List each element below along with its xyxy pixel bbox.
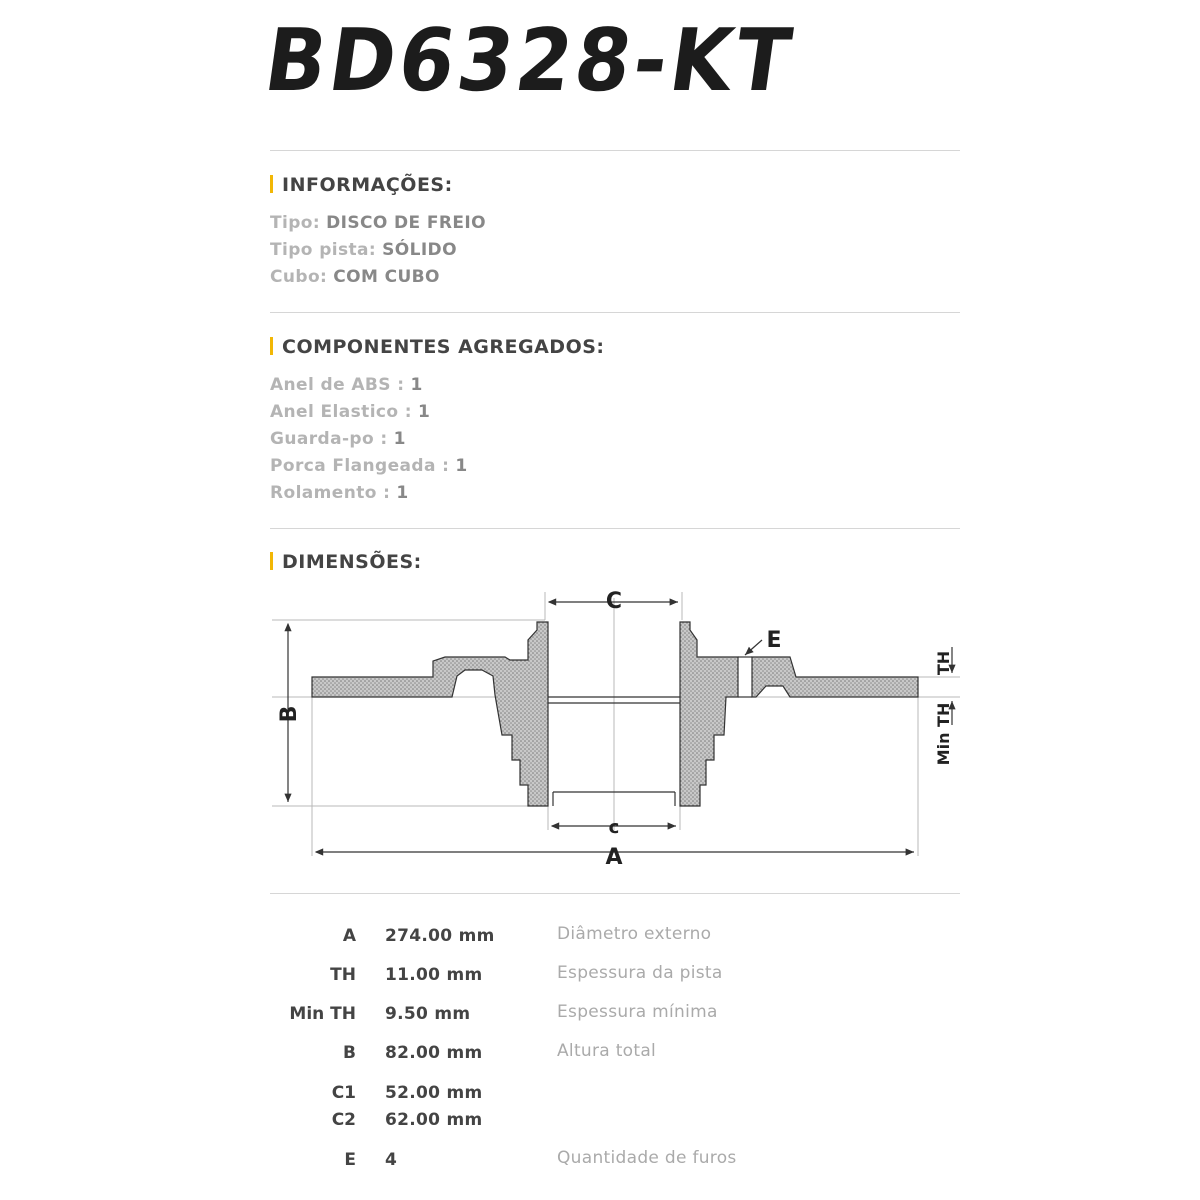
component-value: 1 xyxy=(396,483,409,503)
component-value: 1 xyxy=(418,402,431,422)
spec-value: 11.00 mm xyxy=(385,965,483,985)
info-key: Tipo pista: xyxy=(270,240,377,260)
diagram-label-e: E xyxy=(766,628,782,653)
disc-profile-right-flange xyxy=(752,657,918,697)
spec-label: B xyxy=(343,1043,356,1063)
diagram-label-th: TH xyxy=(934,650,953,676)
spec-description: Diâmetro externo xyxy=(557,924,712,944)
spec-value: 62.00 mm xyxy=(385,1110,483,1130)
info-value: DISCO DE FREIO xyxy=(326,213,486,233)
component-key: Anel Elastico : xyxy=(270,402,412,422)
info-key: Cubo: xyxy=(270,267,328,287)
diagram-label-min-th: Min TH xyxy=(934,702,953,766)
component-value: 1 xyxy=(393,429,406,449)
component-key: Rolamento : xyxy=(270,483,391,503)
spec-label: C1 xyxy=(331,1083,356,1103)
spec-value: 52.00 mm xyxy=(385,1083,483,1103)
spec-description: Espessura mínima xyxy=(557,1002,718,1022)
components-heading-text: COMPONENTES AGREGADOS: xyxy=(282,336,605,358)
disc-profile-left xyxy=(312,622,548,806)
spec-value: 4 xyxy=(385,1150,398,1170)
info-key: Tipo: xyxy=(270,213,321,233)
spec-description: Altura total xyxy=(557,1041,657,1061)
diagram-label-c-bottom: c xyxy=(608,817,620,838)
component-key: Porca Flangeada : xyxy=(270,456,450,476)
disc-profile-right xyxy=(680,622,738,806)
component-key: Guarda-po : xyxy=(270,429,388,449)
diagram-label-a: A xyxy=(605,845,623,870)
component-value: 1 xyxy=(410,375,423,395)
diagram-label-c-top: C xyxy=(605,589,623,614)
dimensions-heading-text: DIMENSÕES: xyxy=(282,551,422,573)
info-heading-text: INFORMAÇÕES: xyxy=(282,174,453,196)
info-value: COM CUBO xyxy=(333,267,440,287)
component-key: Anel de ABS : xyxy=(270,375,405,395)
diagram-label-b: B xyxy=(277,705,302,723)
spec-value: 9.50 mm xyxy=(385,1004,471,1024)
divider xyxy=(270,893,960,894)
spec-label: A xyxy=(342,926,356,946)
spec-label: C2 xyxy=(331,1110,356,1130)
info-value: SÓLIDO xyxy=(382,240,457,260)
spec-label: TH xyxy=(330,965,356,985)
spec-value: 274.00 mm xyxy=(385,926,495,946)
component-value: 1 xyxy=(455,456,468,476)
spec-description: Espessura da pista xyxy=(557,963,723,983)
spec-label: E xyxy=(344,1150,356,1170)
product-code-title: BD6328-KT xyxy=(258,11,801,111)
spec-label: Min TH xyxy=(289,1004,356,1024)
spec-description: Quantidade de furos xyxy=(557,1148,737,1168)
spec-value: 82.00 mm xyxy=(385,1043,483,1063)
